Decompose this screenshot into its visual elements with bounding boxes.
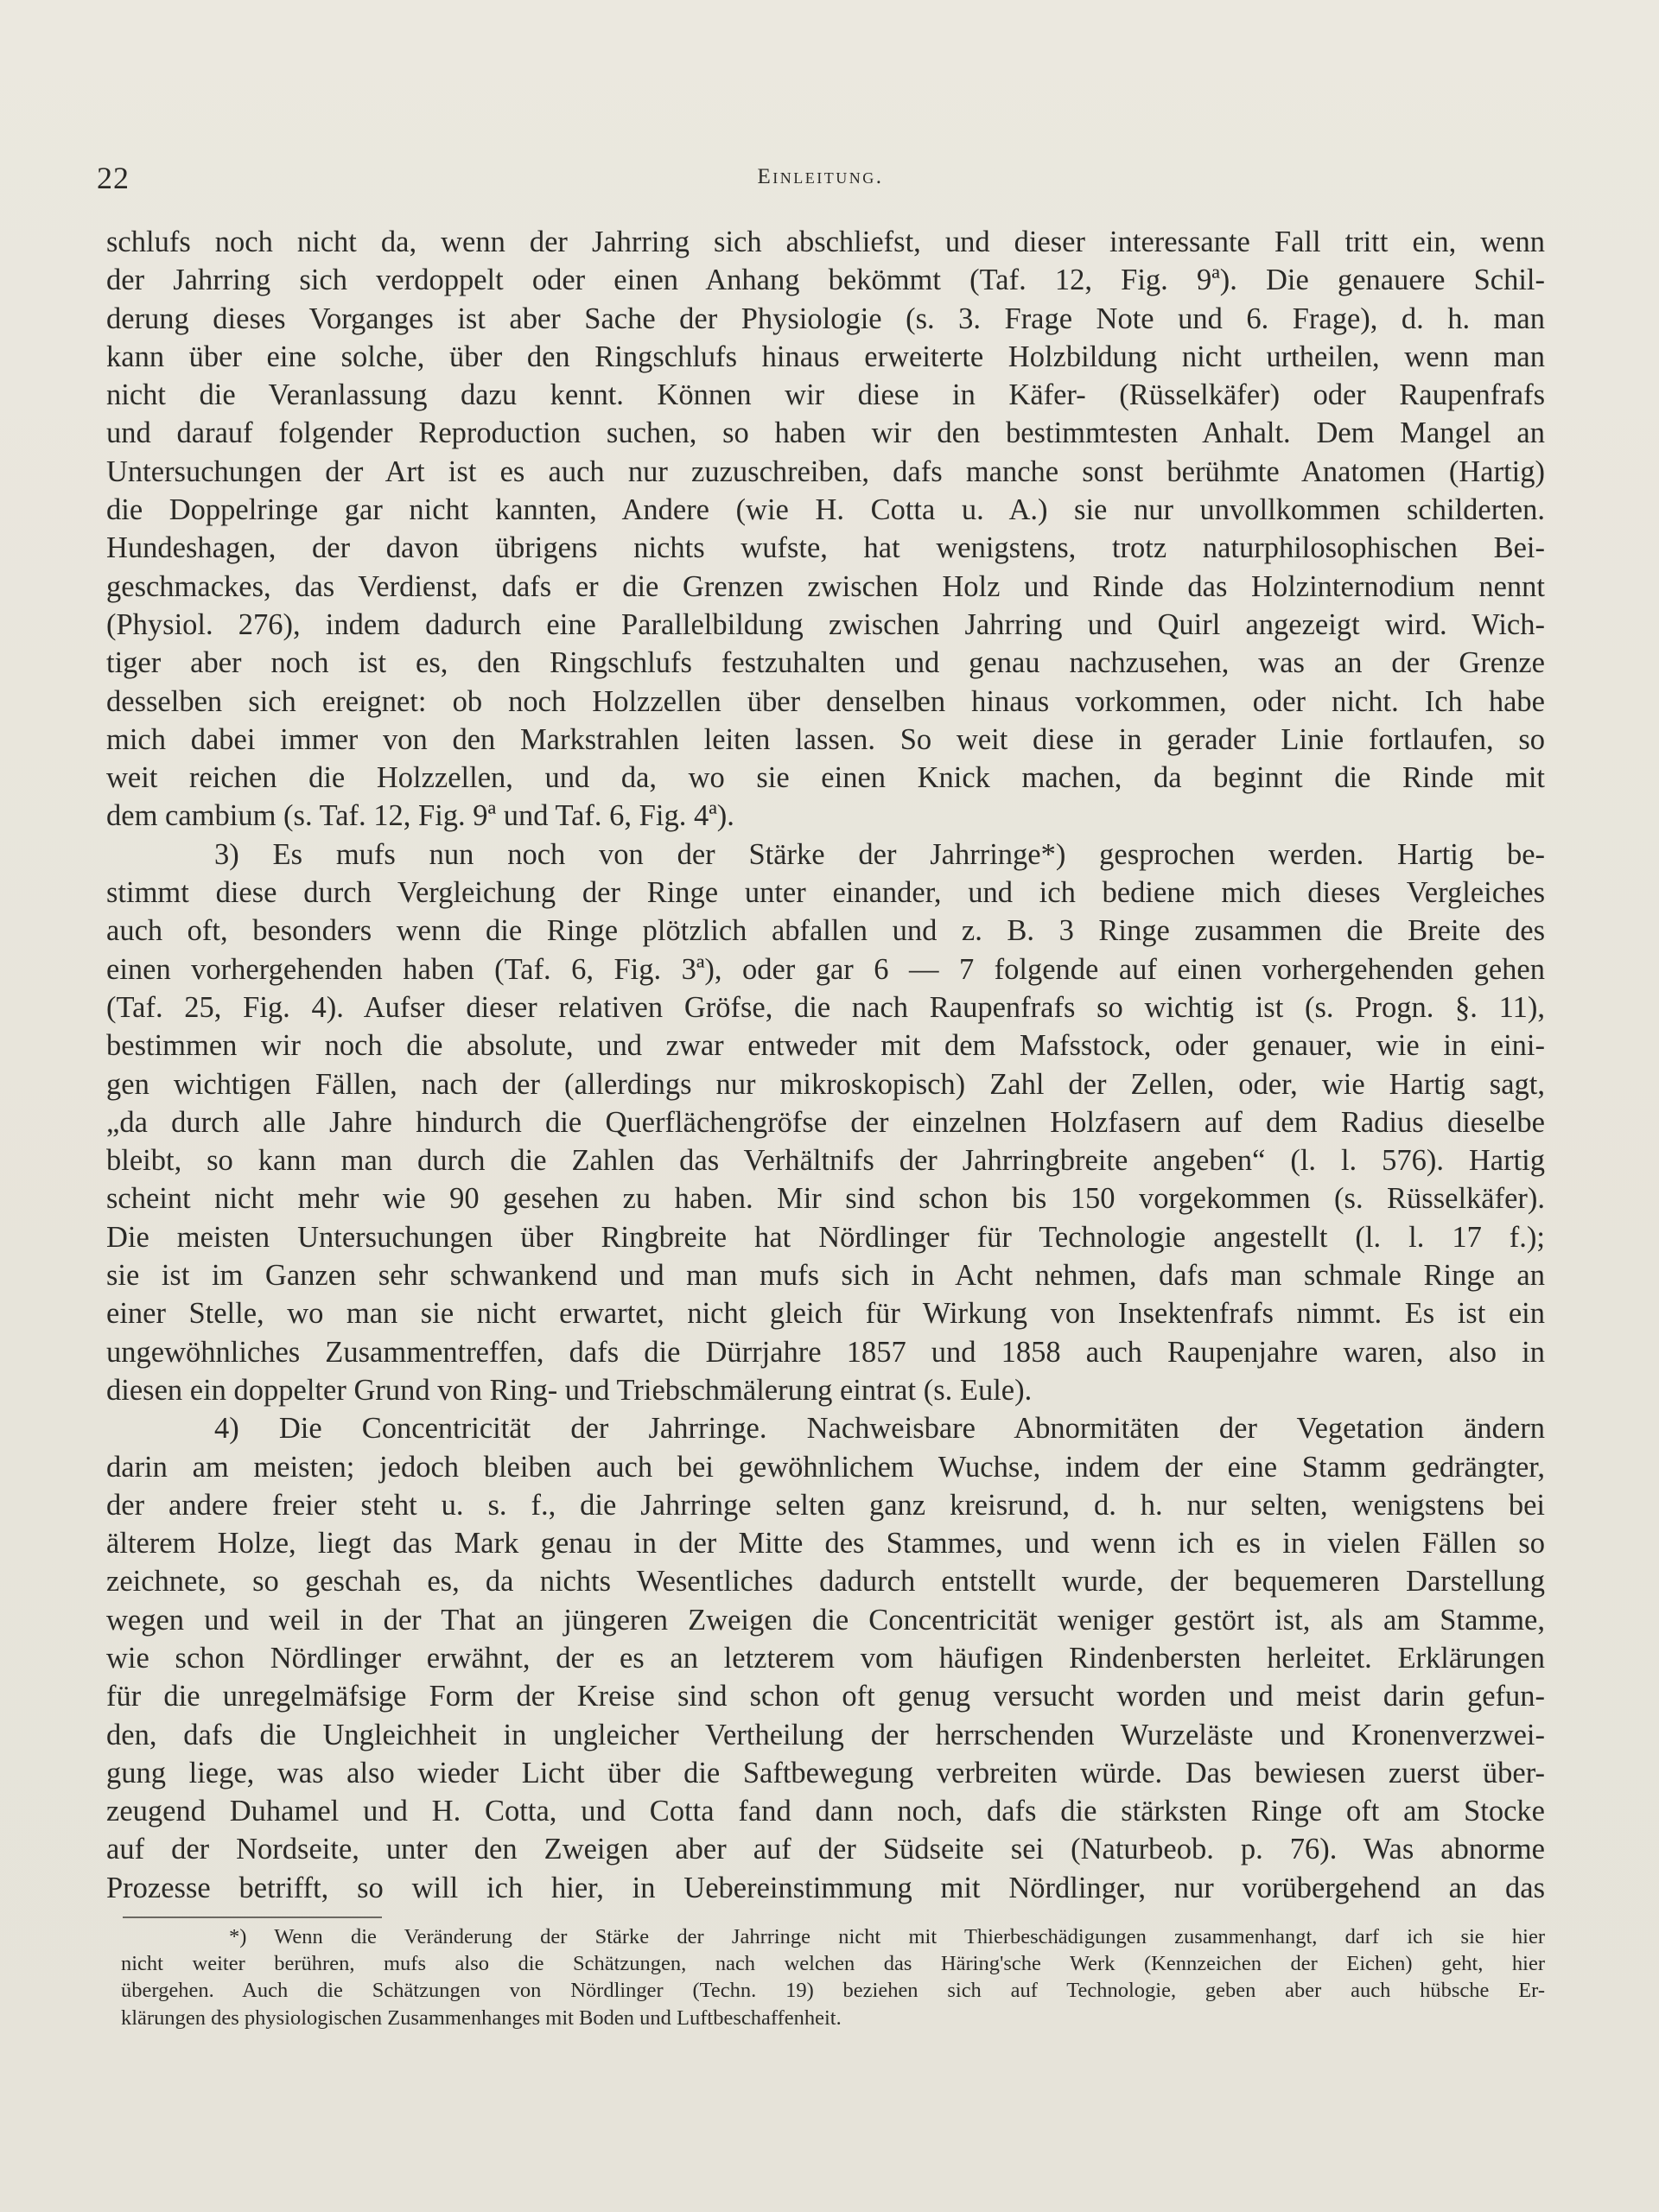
body-line: für die unregelmäfsige Form der Kreise sind schon oft genug versucht worden und meist darin gefun- [106,1680,1545,1713]
body-line: zeugend Duhamel und H. Cotta, und Cotta fand dann noch, dafs die stärksten Ringe oft am Stocke [106,1795,1545,1828]
paragraph-4-start: 4) Die Concentricität der Jahrringe. Nachweisbare Abnormitäten der Vegetation ändern [214,1412,1545,1446]
page-header [97,160,1544,203]
body-line: desselben sich ereignet: ob noch Holzzellen über denselben hinaus vorkommen, oder nicht. Ich habe [106,684,1545,718]
body-line: zeichnete, so geschah es, da nichts Wesentliches dadurch entstellt wurde, der bequemeren Darstellung [106,1565,1545,1599]
body-line: den, dafs die Ungleichheit in ungleicher Vertheilung der herrschenden Wurzeläste und Kronenverzwei- [106,1718,1545,1751]
body-line: die Doppelringe gar nicht kannten, Andere (wie H. Cotta u. A.) sie nur unvollkommen schilderten. [106,493,1545,527]
body-line: wegen und weil in der That an jüngeren Zweigen die Concentricität weniger gestört ist, als am Stamme, [106,1603,1545,1637]
body-line: „da durch alle Jahre hindurch die Querflächengröfse der einzelnen Holzfasern auf dem Radius dieselbe [106,1105,1545,1139]
footnote-line: klärungen des physiologischen Zusammenhanges mit Boden und Luftbeschaffenheit. [121,2005,842,2030]
body-line: (Physiol. 276), indem dadurch eine Parallelbildung zwischen Jahrring und Quirl angezeigt wird. Wich- [106,607,1545,641]
body-line: darin am meisten; jedoch bleiben auch bei gewöhnlichem Wuchse, indem der eine Stamm gedrängter, [106,1450,1545,1484]
body-line: Untersuchungen der Art ist es auch nur zuzuschreiben, dafs manche sonst berühmte Anatomen (Hartig) [106,454,1545,488]
body-text [106,223,1545,1907]
body-line: der Jahrring sich verdoppelt oder einen Anhang bekömmt (Taf. 12, Fig. 9ª). Die genauere Schil- [106,264,1545,297]
body-line: Prozesse betrifft, so will ich hier, in Uebereinstimmung mit Nördlinger, nur vorübergehend an das [106,1871,1545,1904]
footnote-line: nicht weiter berühren, mufs also die Schätzungen, nach welchen das Häring'sche Werk (Kennzeichen der Eichen) geht, hier [121,1952,1545,1976]
body-line: und darauf folgender Reproduction suchen, so haben wir den bestimmtesten Anhalt. Dem Mangel an [106,416,1545,450]
body-line: einer Stelle, wo man sie nicht erwartet, nicht gleich für Wirkung von Insektenfrafs nimmt. Es ist ein [106,1297,1545,1331]
body-line: bestimmen wir noch die absolute, und zwar entweder mit dem Mafsstock, oder genauer, wie in eini- [106,1029,1545,1063]
body-line: sie ist im Ganzen sehr schwankend und man mufs sich in Acht nehmen, dafs man schmale Ringe an [106,1259,1545,1293]
body-line: scheint nicht mehr wie 90 gesehen zu haben. Mir sind schon bis 150 vorgekommen (s. Rüsselkäfer). [106,1182,1545,1216]
body-line: älterem Holze, liegt das Mark genau in der Mitte des Stammes, und wenn ich es in vielen Fällen so [106,1527,1545,1560]
body-line: schlufs noch nicht da, wenn der Jahrring sich abschliefst, und dieser interessante Fall tritt ein, wenn [106,226,1545,258]
running-head: Einleitung. [757,165,884,188]
footnote-line: übergehen. Auch die Schätzungen von Nördlinger (Techn. 19) beziehen sich auf Technologie, geben aber auch hübsche Er- [121,1979,1545,2003]
body-line: gung liege, was also wieder Licht über die Saftbewegung verbreiten würde. Das bewiesen zuerst über- [106,1756,1545,1789]
body-line: Die meisten Untersuchungen über Ringbreite hat Nördlinger für Technologie angestellt (l. l. 17 f.); [106,1220,1545,1254]
body-line: tiger aber noch ist es, den Ringschlufs festzuhalten und genau nachzusehen, was an der Grenze [106,646,1545,680]
body-line: (Taf. 25, Fig. 4). Aufser dieser relativen Gröfse, die nach Raupenfrafs so wichtig ist (s. Progn. §. 11), [106,990,1545,1024]
body-line: geschmackes, das Verdienst, dafs er die Grenzen zwischen Holz und Rinde das Holzinternodium nennt [106,569,1545,603]
body-line: Hundeshagen, der davon übrigens nichts wufste, hat wenigstens, trotz naturphilosophischen Bei- [106,531,1545,565]
body-line: einen vorhergehenden haben (Taf. 6, Fig. 3ª), oder gar 6 — 7 folgende auf einen vorhergehenden gehen [106,952,1545,986]
body-line: derung dieses Vorganges ist aber Sache der Physiologie (s. 3. Frage Note und 6. Frage), d. h. man [106,302,1545,335]
body-line: mich dabei immer von den Markstrahlen leiten lassen. So weit diese in gerader Linie fortlaufen, so [106,722,1545,756]
body-line: auf der Nordseite, unter den Zweigen aber auf der Südseite sei (Naturbeob. p. 76). Was abnorme [106,1833,1545,1866]
body-line: nicht die Veranlassung dazu kennt. Können wir diese in Käfer- (Rüsselkäfer) oder Raupenfrafs [106,378,1545,412]
footnote-divider [123,1916,382,1918]
body-line: ungewöhnliches Zusammentreffen, dafs die Dürrjahre 1857 und 1858 auch Raupenjahre waren, also in [106,1335,1545,1369]
body-line: bleibt, so kann man durch die Zahlen das Verhältnifs der Jahrringbreite angeben“ (l. l. 576). Hartig [106,1144,1545,1178]
body-line: auch oft, besonders wenn die Ringe plötzlich abfallen und z. B. 3 Ringe zusammen die Breite des [106,914,1545,948]
paragraph-3-start: 3) Es mufs nun noch von der Stärke der Jahrringe*) gesprochen werden. Hartig be- [214,837,1545,871]
body-line: kann über eine solche, über den Ringschlufs hinaus erweiterte Holzbildung nicht urtheilen, wenn man [106,340,1545,373]
body-line: diesen ein doppelter Grund von Ring- und Triebschmälerung eintrat (s. Eule). [106,1373,1033,1407]
body-line: dem cambium (s. Taf. 12, Fig. 9ª und Taf. 6, Fig. 4ª). [106,799,734,833]
body-line: gen wichtigen Fällen, nach der (allerdings nur mikroskopisch) Zahl der Zellen, oder, wie Hartig sagt, [106,1067,1545,1101]
page-number: 22 [97,161,130,195]
footnote [121,1923,1545,2031]
footnote-line: *) Wenn die Veränderung der Stärke der Jahrringe nicht mit Thierbeschädigungen zusammenhangt, darf ich sie hier [229,1925,1545,1948]
body-line: der andere freier steht u. s. f., die Jahrringe selten ganz kreisrund, d. h. nur selten, wenigstens bei [106,1488,1545,1522]
body-line: wie schon Nördlinger erwähnt, der es an letzterem vom häufigen Rindenbersten herleitet. Erklärungen [106,1641,1545,1675]
body-line: weit reichen die Holzzellen, und da, wo sie einen Knick machen, da beginnt die Rinde mit [106,761,1545,795]
body-line: stimmt diese durch Vergleichung der Ringe unter einander, und ich bediene mich dieses Vergleiches [106,876,1545,910]
